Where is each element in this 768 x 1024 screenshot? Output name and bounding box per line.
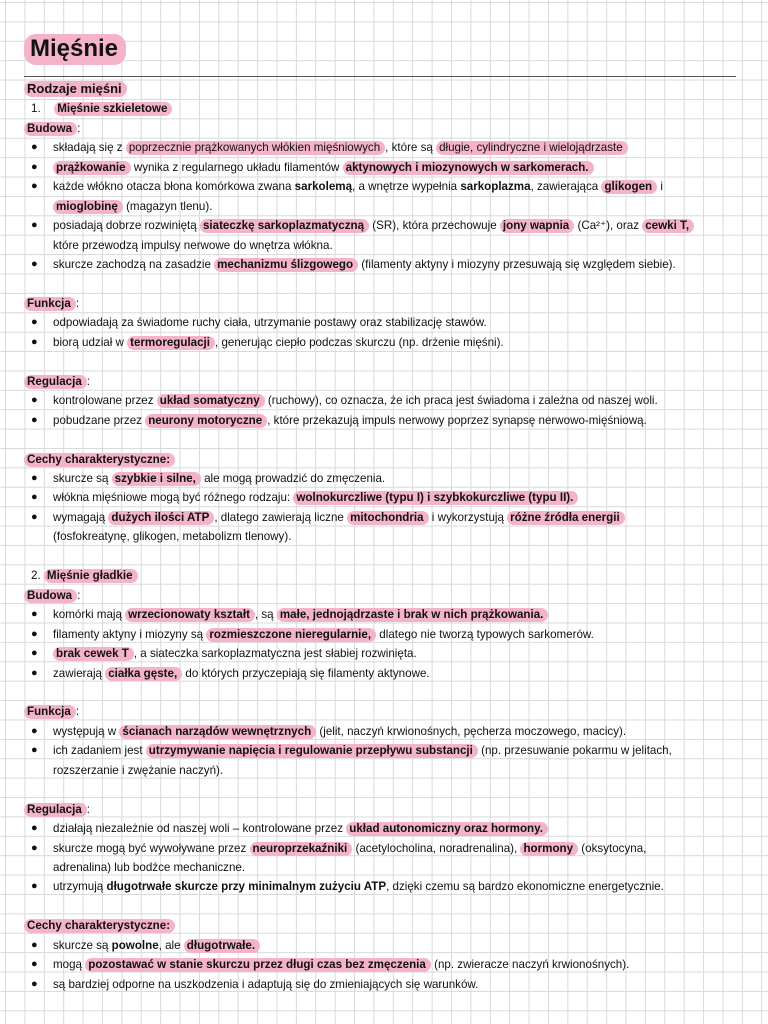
list-item: ● skurcze są szybkie i silne, ale mogą prowadzić do zmęczenia. — [31, 472, 386, 486]
list-item: ● pobudzane przez neurony motoryczne , które przekazują impuls nerwowy poprzez synapsę nerwowo-mięśniową. — [31, 413, 647, 427]
list-item-continued: rozszerzanie i zwężanie naczyń). — [53, 763, 224, 777]
cechy-label: Cechy charakterystyczne: — [24, 919, 175, 933]
regulacja-label: Regulacja — [24, 803, 87, 817]
list-item: ● ich zadaniem jest utrzymywanie napięcia i regulowanie przepływu substancji (np. przesuwanie pokarmu w jelitach, — [31, 744, 672, 758]
list-item: ● filamenty aktyny i miozyny są rozmieszczone nieregularnie, dlatego nie tworzą typowych sarkomerów. — [31, 627, 594, 641]
list-item: ● występują w ścianach narządów wewnętrznych (jelit, naczyń krwionośnych, pęcherza moczowego, macicy). — [31, 724, 627, 738]
funkcja-label-row: Funkcja : — [24, 702, 736, 721]
list-item: ● utrzymują długotrwałe skurcze przy minimalnym zużyciu ATP, dzięki czemu są bardzo ekonomiczne energetycznie. — [31, 880, 664, 894]
subsection-skeletal — [24, 99, 736, 118]
list-item: ● skurcze mogą być wywoływane przez neuroprzekaźniki (acetylocholina, noradrenalina), hormony (oksytocyna, — [31, 841, 647, 855]
list-item-continued: adrenalina) lub bodźce mechaniczne. — [53, 861, 246, 875]
funkcja-label: Funkcja — [24, 705, 76, 719]
subsection-number: 1. — [31, 102, 41, 116]
list-item: ● posiadają dobrze rozwiniętą siateczkę sarkoplazmatyczną (SR), która przechowuje jony wapnia (Ca²⁺), oraz cewki T, — [24, 216, 736, 235]
cechy-label-row — [24, 450, 736, 469]
subsection-smooth — [24, 566, 736, 585]
list-item: ● kontrolowane przez układ somatyczny (ruchowy), co oznacza, że ich praca jest świadoma i zależna od naszej woli. — [31, 394, 658, 408]
list-item-continued: mioglobinę (magazyn tlenu). — [24, 197, 736, 216]
list-item: ● odpowiadają za świadome ruchy ciała, utrzymanie postawy oraz stabilizację stawów. — [31, 316, 487, 330]
funkcja-label: Funkcja — [24, 297, 76, 311]
rodzaje-heading: Rodzaje mięśni — [24, 81, 127, 97]
list-item-continued: (fosfokreatynę, glikogen, metabolizm tlenowy). — [53, 530, 292, 544]
cechy-label: Cechy charakterystyczne: — [24, 453, 175, 467]
page-title: Mięśnie — [24, 34, 126, 65]
list-item: ● skurcze są powolne, ale długotrwałe. — [24, 936, 736, 955]
list-item: ● każde włókno otacza błona komórkowa zwana sarkolemą, a wnętrze wypełnia sarkoplazma, zawierająca glikogen i — [31, 180, 663, 194]
regulacja-label-row: Regulacja : — [24, 800, 736, 819]
subsection-title: Mięśnie szkieletowe — [54, 102, 172, 116]
section-heading — [24, 79, 736, 99]
list-item: ● są bardziej odporne na uszkodzenia i adaptują się do zmieniających się warunków. — [31, 977, 479, 991]
list-item: ● komórki mają wrzecionowaty kształt , są małe, jednojądrzaste i brak w nich prążkowania. — [24, 605, 736, 624]
list-item: ● prążkowanie wynika z regularnego układu filamentów aktynowych i miozynowych w sarkomerach. — [24, 158, 736, 177]
list-item-continued: które przewodzą impulsy nerwowe do wnętrza włókna. — [53, 238, 333, 252]
notes-page — [24, 34, 736, 994]
funkcja-label-row: Funkcja : — [24, 294, 736, 313]
regulacja-label-row: Regulacja : — [24, 372, 736, 391]
budowa-label: Budowa — [24, 589, 77, 603]
list-item: ● włókna mięśniowe mogą być różnego rodzaju: wolnokurczliwe (typu I) i szybkokurczliwe (typu II). — [24, 488, 736, 507]
list-item: ● mogą pozostawać w stanie skurczu przez długi czas bez zmęczenia (np. zwieracze naczyń krwionośnych). — [31, 958, 630, 972]
list-item: ● składają się z poprzecznie prążkowanych włókien mięśniowych , które są długie, cylindryczne i wielojądrzaste — [24, 138, 736, 157]
budowa-label: Budowa — [24, 122, 77, 136]
cechy-label-row — [24, 916, 736, 935]
subsection-title: Mięśnie gładkie — [44, 569, 138, 583]
subsection-number: 2. — [31, 569, 41, 583]
list-item: ● brak cewek T , a siateczka sarkoplazmatyczna jest słabiej rozwinięta. — [31, 647, 417, 661]
list-item: ● biorą udział w termoregulacji , generując ciepło podczas skurczu (np. drżenie mięśni). — [31, 335, 504, 349]
list-item: ● działają niezależnie od naszej woli – kontrolowane przez układ autonomiczny oraz hormony. — [24, 819, 736, 838]
list-item: ● wymagają dużych ilości ATP , dlatego zawierają liczne mitochondria i wykorzystują różne źródła energii — [24, 508, 736, 527]
regulacja-label: Regulacja — [24, 375, 87, 389]
list-item: ● skurcze zachodzą na zasadzie mechanizmu ślizgowego (filamenty aktyny i miozyny przesuwają się względem siebie). — [31, 258, 676, 272]
list-item: ● zawierają ciałka gęste, do których przyczepiają się filamenty aktynowe. — [31, 666, 430, 680]
title-divider — [24, 76, 736, 77]
budowa-label-row: Budowa : — [24, 586, 736, 605]
budowa-label-row: Budowa : — [24, 119, 736, 138]
